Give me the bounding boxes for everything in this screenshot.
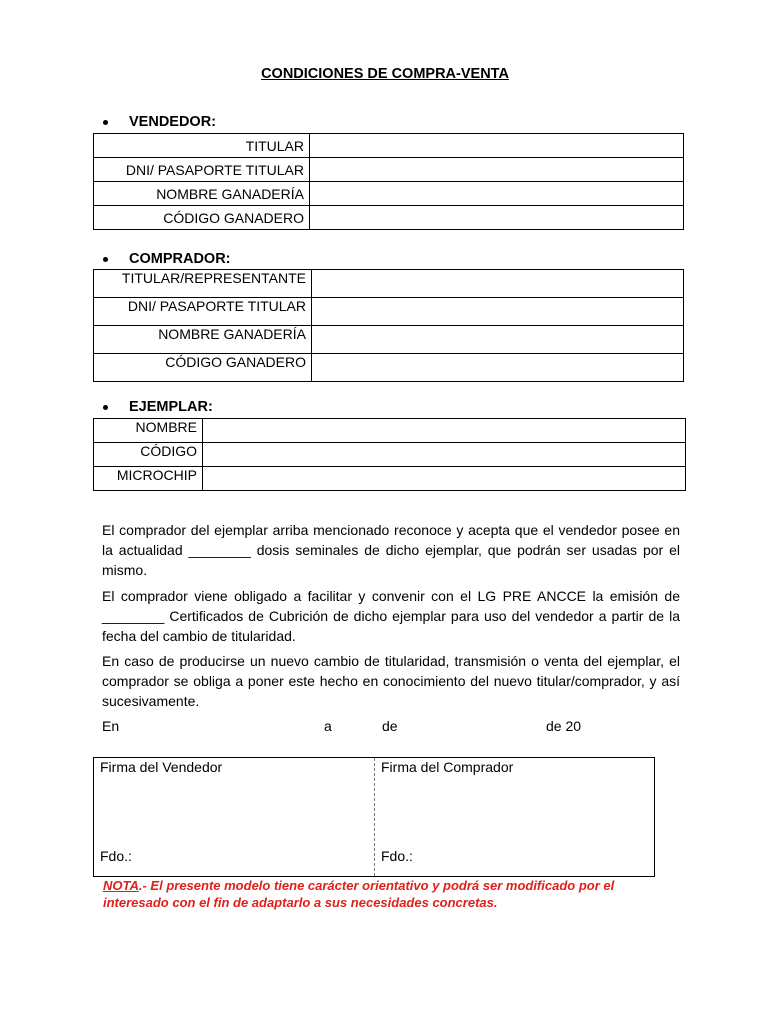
vendedor-ganaderia-field[interactable] bbox=[310, 182, 684, 206]
field-label: DNI/ PASAPORTE TITULAR bbox=[94, 158, 310, 182]
table-row bbox=[94, 467, 686, 491]
field-label: TITULAR/REPRESENTANTE bbox=[94, 270, 312, 298]
note-label: NOTA bbox=[103, 878, 139, 893]
table-row bbox=[94, 298, 684, 326]
vendedor-signature-label: Firma del Vendedor bbox=[100, 759, 223, 775]
table-row bbox=[94, 354, 684, 382]
paragraph-cambio-titularidad: En caso de producirse un nuevo cambio de titularidad, transmisión o venta del ejemplar, el comprador se obliga a poner este hecho en conocimiento del nuevo titular/comprador, y así sucesivamente. bbox=[102, 653, 680, 709]
table-row bbox=[94, 182, 684, 206]
comprador-fdo-label: Fdo.: bbox=[381, 848, 413, 864]
field-label: CÓDIGO bbox=[94, 443, 203, 467]
vendedor-dni-field[interactable] bbox=[310, 158, 684, 182]
vendedor-table bbox=[93, 133, 684, 230]
vendedor-titular-field[interactable] bbox=[310, 134, 684, 158]
field-label: NOMBRE bbox=[94, 419, 203, 443]
ejemplar-nombre-field[interactable] bbox=[203, 419, 686, 443]
paragraph-dosis: El comprador del ejemplar arriba mencionado reconoce y acepta que el vendedor posee en la actualidad ________ dosis seminales de dicho ejemplar, que podrán ser usadas por el mismo. bbox=[102, 522, 680, 578]
comprador-heading-label: COMPRADOR: bbox=[129, 251, 231, 267]
field-label: TITULAR bbox=[94, 134, 310, 158]
field-label: CÓDIGO GANADERO bbox=[94, 206, 310, 230]
vendedor-signature-area[interactable] bbox=[94, 758, 375, 876]
ejemplar-table bbox=[93, 418, 686, 491]
ejemplar-heading-label: EJEMPLAR: bbox=[129, 399, 213, 415]
comprador-signature-area[interactable] bbox=[375, 758, 654, 876]
comprador-signature-label: Firma del Comprador bbox=[381, 759, 514, 775]
vendedor-fdo-label: Fdo.: bbox=[100, 848, 132, 864]
comprador-codigo-field[interactable] bbox=[312, 354, 684, 382]
field-label: NOMBRE GANADERÍA bbox=[94, 182, 310, 206]
date-year-label: de 20 bbox=[546, 718, 582, 734]
date-de-label: de bbox=[382, 718, 398, 734]
table-row bbox=[94, 158, 684, 182]
table-row bbox=[94, 419, 686, 443]
paragraph-certificados: El comprador viene obligado a facilitar y convenir con el LG PRE ANCCE la emisión de ________ Certificados de Cubrición de dicho ejemplar para uso del vendedor a partir de la fecha del cambio de titularidad. bbox=[102, 588, 680, 644]
ejemplar-heading bbox=[129, 399, 213, 415]
comprador-dni-field[interactable] bbox=[312, 298, 684, 326]
bullet-icon bbox=[103, 120, 108, 125]
disclaimer-note bbox=[103, 877, 663, 911]
vendedor-codigo-field[interactable] bbox=[310, 206, 684, 230]
place-en-label: En bbox=[102, 718, 120, 734]
table-row bbox=[94, 270, 684, 298]
field-label: MICROCHIP bbox=[94, 467, 203, 491]
document-title: CONDICIONES DE COMPRA-VENTA bbox=[261, 66, 509, 82]
date-a-label: a bbox=[324, 718, 332, 734]
comprador-titular-field[interactable] bbox=[312, 270, 684, 298]
table-row bbox=[94, 206, 684, 230]
comprador-table bbox=[93, 269, 684, 382]
table-row bbox=[94, 443, 686, 467]
signature-box bbox=[93, 757, 655, 877]
comprador-heading bbox=[129, 251, 231, 267]
ejemplar-codigo-field[interactable] bbox=[203, 443, 686, 467]
bullet-icon bbox=[103, 257, 108, 262]
field-label: NOMBRE GANADERÍA bbox=[94, 326, 312, 354]
vendedor-heading bbox=[129, 114, 216, 130]
ejemplar-microchip-field[interactable] bbox=[203, 467, 686, 491]
comprador-ganaderia-field[interactable] bbox=[312, 326, 684, 354]
table-row bbox=[94, 326, 684, 354]
bullet-icon bbox=[103, 405, 108, 410]
field-label: CÓDIGO GANADERO bbox=[94, 354, 312, 382]
field-label: DNI/ PASAPORTE TITULAR bbox=[94, 298, 312, 326]
vendedor-heading-label: VENDEDOR: bbox=[129, 114, 217, 130]
table-row bbox=[94, 134, 684, 158]
note-text: .- El presente modelo tiene carácter orientativo y podrá ser modificado por el interesado con el fin de adaptarlo a sus necesidades concretas. bbox=[103, 878, 615, 910]
